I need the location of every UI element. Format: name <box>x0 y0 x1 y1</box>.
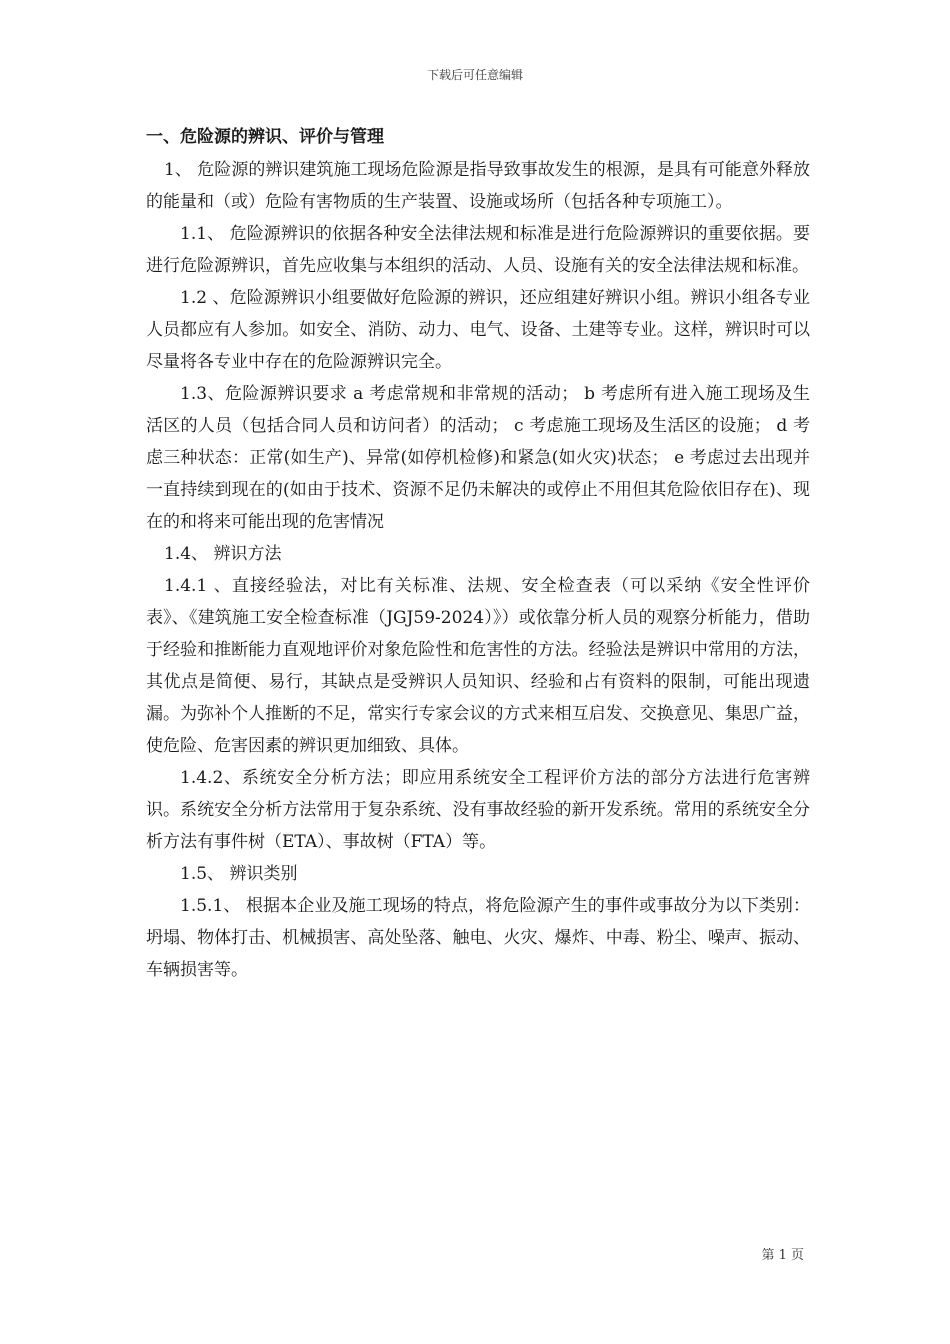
document-body <box>146 120 810 986</box>
paragraph-1-4: 1.4、 辨识方法 <box>164 544 282 564</box>
paragraph-1-4-1: 1.4.1 、直接经验法，对比有关标准、法规、安全检查表（可以采纳《安全性评价表》、《建筑施工安全检查标准（JGJ59-2024）》）或依靠分析人员的观察分析能力，借助于经验和推断能力直观地评价对象危险性和危害性的方法。经验法是辨识中常用的方法，其优点是简便、易行，其缺点是受辨识人员知识、经验和占有资料的限制，可能出现遗漏。为弥补个人推断的不足，常实行专家会议的方式来相互启发、交换意见、集思广益，使危险、危害因素的辨识更加细致、具体。 <box>146 576 810 756</box>
paragraph-1: 1、 危险源的辨识建筑施工现场危险源是指导致事故发生的根源，是具有可能意外释放的能量和（或）危险有害物质的生产装置、设施或场所（包括各种专项施工）。 <box>146 160 810 212</box>
paragraph-1-1: 1.1、 危险源辨识的依据各种安全法律法规和标准是进行危险源辨识的重要依据。要进行危险源辨识，首先应收集与本组织的活动、人员、设施有关的安全法律法规和标准。 <box>146 224 810 276</box>
paragraph-1-4-2: 1.4.2、系统安全分析方法；即应用系统安全工程评价方法的部分方法进行危害辨识。系统安全分析方法常用于复杂系统、没有事故经验的新开发系统。常用的系统安全分析方法有事件树（ETA）、事故树（FTA）等。 <box>146 768 810 852</box>
section-title: 一、危险源的辨识、评价与管理 <box>146 127 384 147</box>
paragraph-1-3: 1.3、危险源辨识要求 a 考虑常规和非常规的活动； b 考虑所有进入施工现场及生活区的人员（包括合同人员和访问者）的活动； c 考虑施工现场及生活区的设施； d 考虑三种状态：正常(如生产)、异常(如停机检修)和紧急(如火灾)状态； e 考虑过去出现并一直持续到现在的(如由于技术、资源不足仍未解决的或停止不用但其危险依旧存在)、现在的和将来可能出现的危害情况 <box>146 384 810 532</box>
paragraph-1-5-1: 1.5.1、 根据本企业及施工现场的特点，将危险源产生的事件或事故分为以下类别：坍塌、物体打击、机械损害、高处坠落、触电、火灾、爆炸、中毒、粉尘、噪声、振动、车辆损害等。 <box>146 896 810 980</box>
paragraph-1-5: 1.5、 辨识类别 <box>180 864 298 884</box>
header-note: 下载后可任意编辑 <box>426 68 523 82</box>
paragraph-1-2: 1.2 、危险源辨识小组要做好危险源的辨识，还应组建好辨识小组。辨识小组各专业人员都应有人参加。如安全、消防、动力、电气、设备、土建等专业。这样，辨识时可以尽量将各专业中存在的危险源辨识完全。 <box>146 288 810 372</box>
page-number: 第 1 页 <box>761 1248 804 1263</box>
